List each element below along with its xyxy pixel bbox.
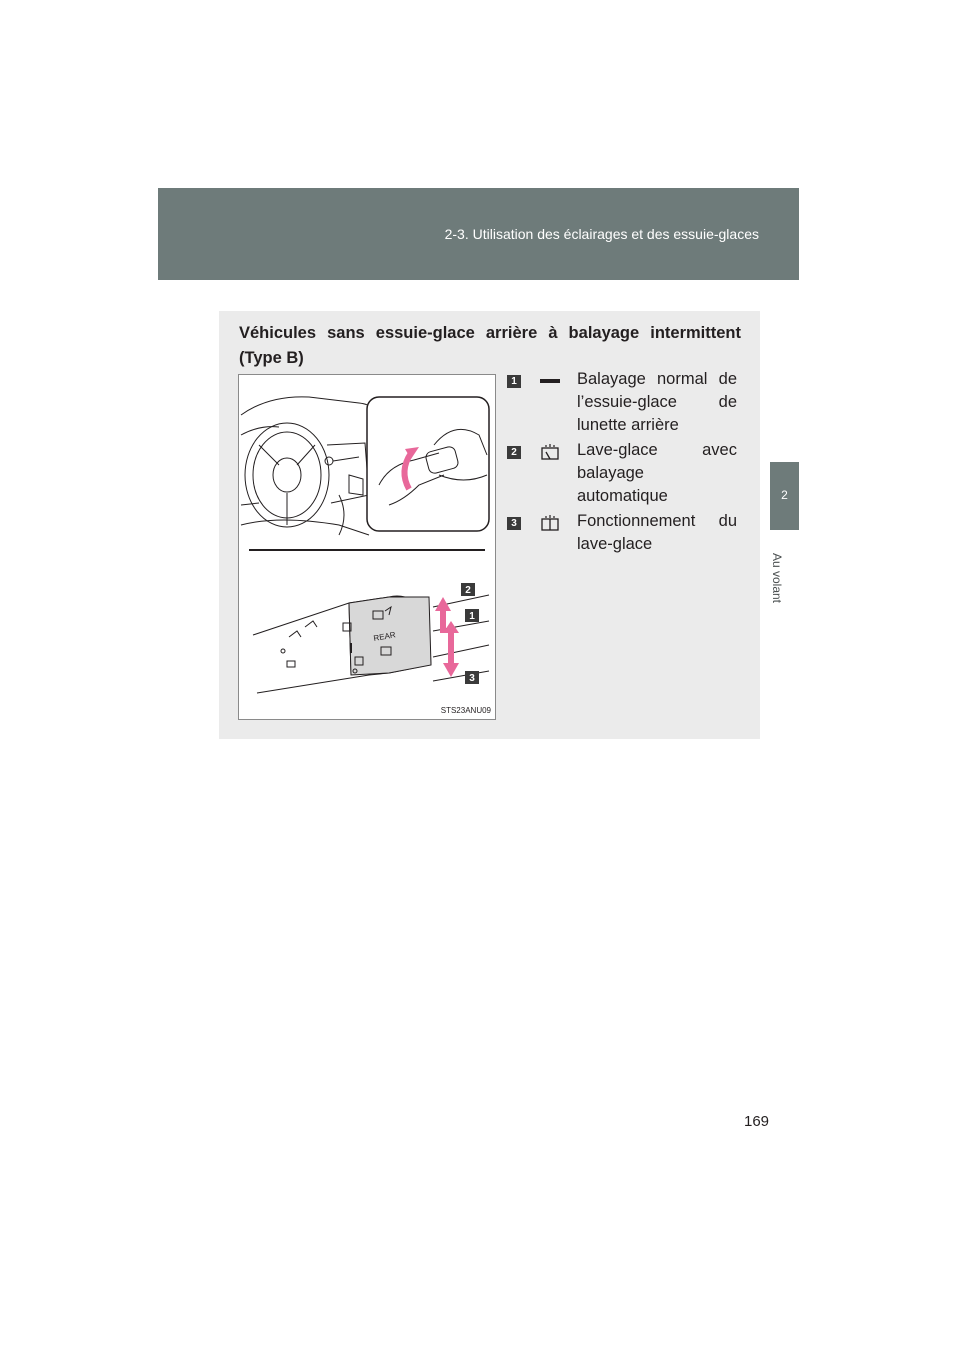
figure-code: STS23ANU09 xyxy=(440,706,491,715)
list-item xyxy=(507,510,741,560)
dashboard-sketch xyxy=(241,397,372,535)
item-number-badge: 3 xyxy=(507,517,521,530)
item-text: Balayage normal de l’essuie-glace de lunette arrière xyxy=(577,370,737,434)
list-item xyxy=(507,439,741,509)
rear-washer-wipe-icon xyxy=(525,439,575,465)
list-item xyxy=(507,368,741,438)
callout-1-label: 1 xyxy=(469,611,475,622)
chapter-number: 2 xyxy=(781,488,788,502)
callout-2-label: 2 xyxy=(465,585,471,596)
illustration-drawing xyxy=(239,375,495,719)
rear-washer-icon xyxy=(525,510,575,536)
header-band xyxy=(158,188,799,280)
callout-3-label: 3 xyxy=(469,673,475,684)
callout-1 xyxy=(465,609,479,622)
item-number-badge: 2 xyxy=(507,446,521,459)
wiper-lever-illustration xyxy=(238,374,496,720)
item-text: Lave-glace avec balayage automatique xyxy=(577,441,737,505)
arrow-3-head xyxy=(443,663,459,677)
callout-2 xyxy=(461,583,475,596)
callout-3 xyxy=(465,671,479,684)
header-title: 2-3. Utilisation des éclairages et des essuie-glaces xyxy=(444,226,759,242)
item-number-badge: 1 xyxy=(507,375,521,388)
chapter-label: Au volant xyxy=(770,552,784,604)
section-title-line1: Véhicules sans essuie-glace arrière à balayage intermittent xyxy=(239,324,741,342)
page-number: 169 xyxy=(744,1113,770,1130)
chapter-tab xyxy=(770,462,799,530)
item-text: Fonctionnement du lave-glace xyxy=(577,512,737,553)
content-box xyxy=(219,311,760,739)
section-title-line2: (Type B) xyxy=(239,349,304,367)
rear-label: REAR xyxy=(372,630,397,643)
section-title xyxy=(239,321,741,371)
dash-icon xyxy=(525,368,575,394)
